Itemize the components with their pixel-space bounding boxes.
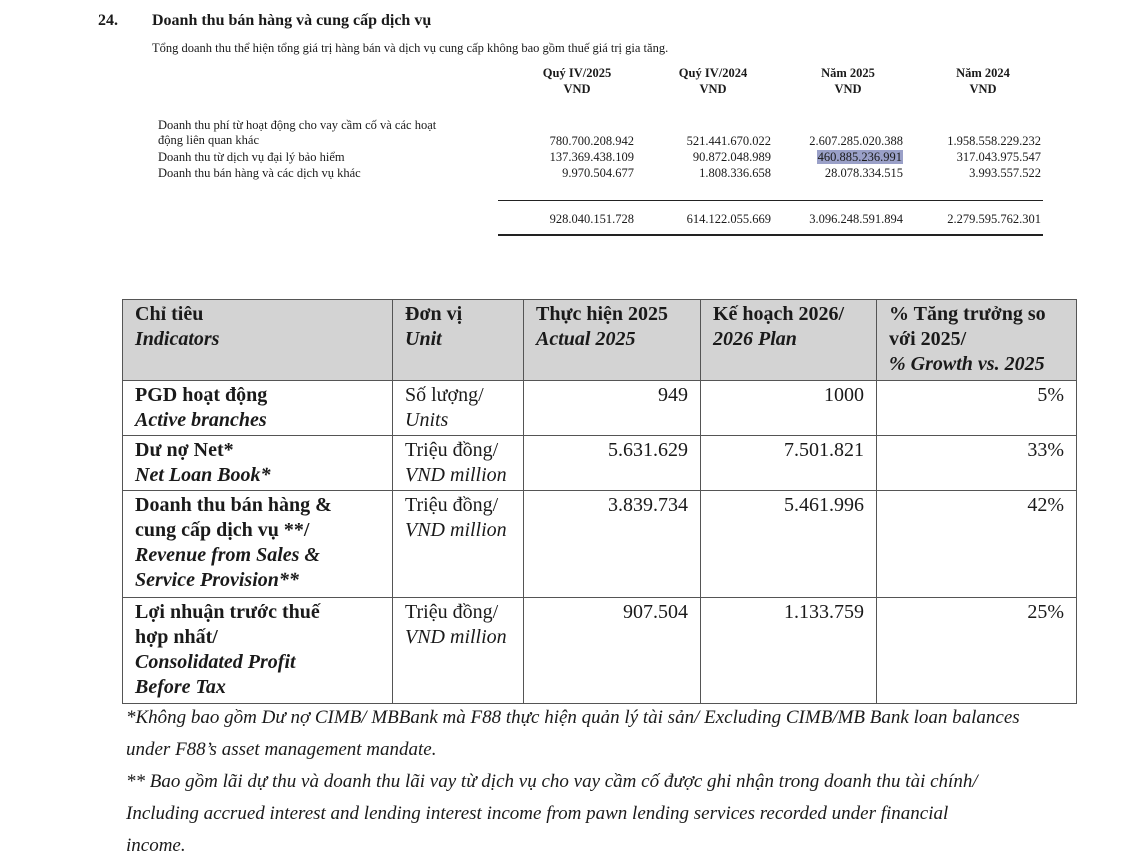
value-cell: 521.441.670.022 — [686, 134, 771, 148]
indicator-cell: Doanh thu bán hàng & cung cấp dịch vụ **/ Revenue from Sales & Service Provision** — [123, 491, 393, 598]
value-cell: 317.043.975.547 — [956, 150, 1041, 164]
header-plan-2026: Kế hoạch 2026/ 2026 Plan — [701, 300, 877, 381]
footnote-line: *Không bao gồm Dư nợ CIMB/ MBBank mà F88 thực hiện quản lý tài sản/ Excluding CIMB/MB Bank loan balances — [126, 707, 1020, 728]
growth-cell: 42% — [877, 491, 1077, 598]
unit-cell: Triệu đồng/ VND million — [393, 598, 524, 704]
row-label: Doanh thu phí từ hoạt động cho vay cầm cố và các hoạt — [158, 118, 437, 132]
total-rule-top — [498, 200, 1043, 201]
total-cell: 3.096.248.591.894 — [809, 212, 903, 226]
growth-cell: 5% — [877, 381, 1077, 436]
footnote-line: income. — [126, 835, 186, 856]
total-rule-bottom — [498, 234, 1043, 236]
table-row — [123, 436, 1077, 491]
header-unit: Đơn vị Unit — [393, 300, 524, 381]
table-row — [123, 381, 1077, 436]
indicator-cell: PGD hoạt động Active branches — [123, 381, 393, 436]
revenue-note-section — [0, 0, 1141, 250]
footnote-line: under F88’s asset management mandate. — [126, 739, 437, 760]
unit-cell: Số lượng/ Units — [393, 381, 524, 436]
value-cell: 90.872.048.989 — [692, 150, 771, 164]
header-actual-2025: Thực hiện 2025 Actual 2025 — [524, 300, 701, 381]
value-cell: 137.369.438.109 — [549, 150, 634, 164]
actual-2025-cell: 949 — [524, 381, 701, 436]
value-cell: 9.970.504.677 — [562, 166, 634, 180]
total-cell: 614.122.055.669 — [686, 212, 771, 226]
indicator-cell: Lợi nhuận trước thuế hợp nhất/ Consolidated Profit Before Tax — [123, 598, 393, 704]
unit-cell: Triệu đồng/ VND million — [393, 436, 524, 491]
column-header-q4-2025: Quý IV/2025 VND — [542, 66, 612, 96]
value-cell: 780.700.208.942 — [549, 134, 634, 148]
row-label: Doanh thu từ dịch vụ đại lý bảo hiểm — [158, 150, 345, 164]
table-row — [123, 598, 1077, 704]
column-header-q4-2024: Quý IV/2024 VND — [678, 66, 748, 96]
footnote-line: Including accrued interest and lending interest income from pawn lending services recorded under financial — [126, 803, 949, 824]
plan-2026-cell: 1.133.759 — [701, 598, 877, 704]
value-cell: 28.078.334.515 — [824, 166, 903, 180]
plan-2026-cell: 5.461.996 — [701, 491, 877, 598]
note-number: 24. — [98, 12, 118, 29]
header-growth: % Tăng trưởng so với 2025/ % Growth vs. 2025 — [877, 300, 1077, 381]
value-cell: 1.958.558.229.232 — [947, 134, 1041, 148]
header-indicators: Chỉ tiêu Indicators — [123, 300, 393, 381]
actual-2025-cell: 907.504 — [524, 598, 701, 704]
value-cell: 1.808.336.658 — [699, 166, 771, 180]
footnotes — [126, 702, 1086, 862]
table-row — [123, 491, 1077, 598]
growth-cell: 25% — [877, 598, 1077, 704]
total-cell: 928.040.151.728 — [549, 212, 634, 226]
column-header-year-2025: Năm 2025 VND — [821, 66, 875, 96]
row-label: động liên quan khác — [158, 133, 260, 147]
note-title: Doanh thu bán hàng và cung cấp dịch vụ — [152, 12, 432, 29]
plan-2026-cell: 7.501.821 — [701, 436, 877, 491]
unit-cell: Triệu đồng/ VND million — [393, 491, 524, 598]
footnote-line: ** Bao gồm lãi dự thu và doanh thu lãi vay từ dịch vụ cho vay cầm cố được ghi nhận trong doanh thu tài chính/ — [126, 771, 978, 792]
actual-2025-cell: 5.631.629 — [524, 436, 701, 491]
growth-cell: 33% — [877, 436, 1077, 491]
column-header-year-2024: Năm 2024 VND — [956, 66, 1010, 96]
note-description: Tổng doanh thu thể hiện tổng giá trị hàng bán và dịch vụ cung cấp không bao gồm thuế giá trị gia tăng. — [152, 41, 669, 55]
table-header-row — [123, 300, 1077, 381]
row-label: Doanh thu bán hàng và các dịch vụ khác — [158, 166, 361, 180]
plan-2026-cell: 1000 — [701, 381, 877, 436]
actual-2025-cell: 3.839.734 — [524, 491, 701, 598]
total-cell: 2.279.595.762.301 — [947, 212, 1041, 226]
indicator-cell: Dư nợ Net* Net Loan Book* — [123, 436, 393, 491]
kpi-plan-table — [122, 299, 1077, 704]
value-cell-highlighted: 460.885.236.991 — [817, 150, 902, 164]
value-cell: 2.607.285.020.388 — [809, 134, 903, 148]
value-cell: 3.993.557.522 — [969, 166, 1041, 180]
